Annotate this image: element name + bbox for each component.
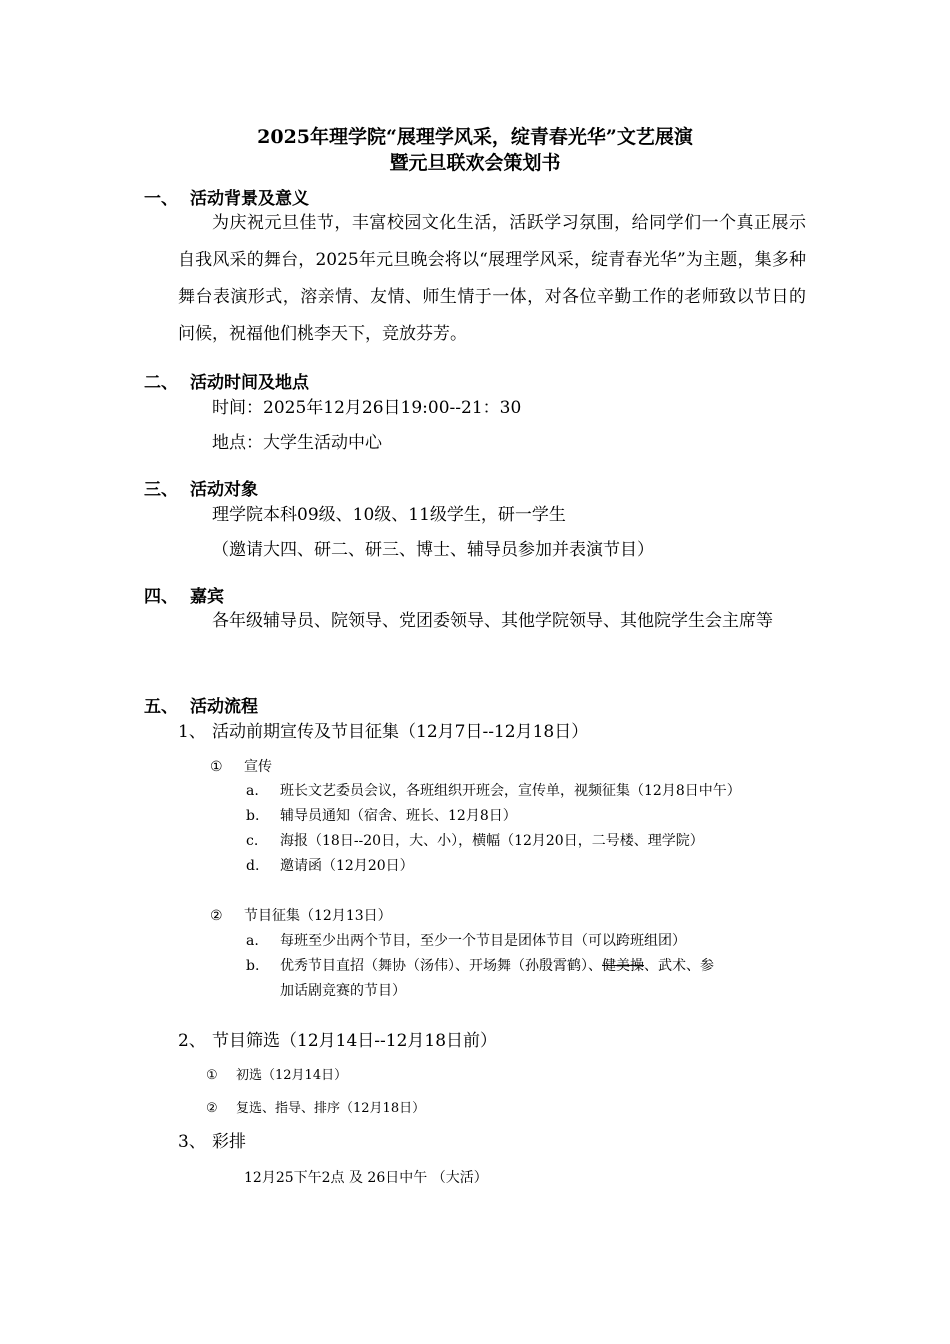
- list-item-text-tail: 、武术、参: [644, 958, 714, 974]
- step-1: [178, 721, 588, 743]
- step-1-sub-1: [210, 757, 272, 777]
- step-1-text: 活动前期宣传及节目征集（12月7日--12月18日）: [212, 722, 589, 742]
- step-3-number: 3、: [178, 1132, 206, 1152]
- section-3-number: 三、: [144, 480, 178, 500]
- list-item-text: 海报（18日--20日，大、小），横幅（12月20日，二号楼、理学院）: [280, 833, 704, 849]
- list-item: [246, 806, 517, 826]
- list-item: [246, 831, 704, 851]
- event-time: 时间：2025年12月26日19:00--21：30: [212, 398, 522, 418]
- list-item-text: 邀请函（12月20日）: [280, 858, 414, 874]
- section-2-title: 活动时间及地点: [190, 373, 309, 393]
- section-2-number: 二、: [144, 373, 178, 393]
- list-item-text: 优秀节目直招（舞协（汤伟）、开场舞（孙殷霄鹤）、: [280, 958, 602, 974]
- list-item-marker: b.: [246, 808, 260, 824]
- list-item-marker: a.: [246, 783, 259, 799]
- list-item-text: 班长文艺委员会议，各班组织开班会，宣传单，视频征集（12月8日中午）: [280, 783, 741, 799]
- section-3-title: 活动对象: [190, 480, 258, 500]
- step-3-text: 彩排: [212, 1132, 246, 1152]
- section-1-body: 为庆祝元旦佳节，丰富校园文化生活，活跃学习氛围，给同学们一个真正展示自我风采的舞台，2025年元旦晚会将以“展理学风采，绽青春光华”为主题，集多种舞台表演形式，溶亲情、友情、师生情于一体，对各位辛勤工作的老师致以节日的问候，祝福他们桃李天下，竞放芬芳。: [178, 213, 806, 344]
- section-3-heading: [144, 479, 258, 501]
- step-2-sub-2-text: 复选、指导、排序（12月18日）: [236, 1101, 426, 1116]
- section-1-title: 活动背景及意义: [190, 189, 309, 209]
- section-4-body: 各年级辅导员、院领导、党团委领导、其他学院领导、其他院学生会主席等: [212, 611, 773, 631]
- step-1-sub-1-marker: ①: [210, 759, 223, 775]
- section-5-heading: [144, 696, 258, 718]
- step-2: [178, 1030, 497, 1052]
- step-2-sub-1: [206, 1067, 347, 1085]
- step-3: [178, 1131, 246, 1153]
- step-2-number: 2、: [178, 1031, 206, 1051]
- step-2-text: 节目筛选（12月14日--12月18日前）: [212, 1031, 498, 1051]
- step-2-sub-2-marker: ②: [206, 1101, 218, 1116]
- step-1-sub-2-text: 节目征集（12月13日）: [244, 908, 392, 924]
- list-item-text: 辅导员通知（宿舍、班长、12月8日）: [280, 808, 517, 824]
- list-item: [246, 931, 686, 951]
- list-item-text: 每班至少出两个节目，至少一个节目是团体节目（可以跨班组团）: [280, 933, 686, 949]
- list-item-marker: b.: [246, 958, 260, 974]
- step-1-number: 1、: [178, 722, 206, 742]
- list-item: [246, 956, 714, 976]
- step-1-sub-1-text: 宣传: [244, 759, 272, 775]
- list-item: [246, 781, 741, 801]
- event-place: 地点：大学生活动中心: [212, 433, 382, 453]
- audience-line-2: （邀请大四、研二、研三、博士、辅导员参加并表演节目）: [212, 540, 654, 560]
- struck-text: 健美操: [602, 958, 644, 974]
- step-3-detail: 12月25下午2点 及 26日中午 （大活）: [244, 1170, 488, 1186]
- section-5-number: 五、: [144, 697, 178, 717]
- document-title-line2: 暨元旦联欢会策划书: [389, 152, 561, 174]
- list-item-marker: c.: [246, 833, 259, 849]
- list-item-continuation: 加话剧竞赛的节目）: [280, 983, 406, 999]
- step-2-sub-2: [206, 1100, 425, 1118]
- section-4-number: 四、: [144, 587, 178, 607]
- audience-line-1: 理学院本科09级、10级、11级学生，研一学生: [212, 505, 566, 525]
- document-title-line1: 2025年理学院“展理学风采，绽青春光华”文艺展演: [257, 126, 693, 148]
- step-1-sub-2: [210, 906, 392, 926]
- step-2-sub-1-text: 初选（12月14日）: [236, 1068, 348, 1083]
- section-5-title: 活动流程: [190, 697, 258, 717]
- section-4-title: 嘉宾: [190, 587, 224, 607]
- section-2-heading: [144, 372, 309, 394]
- list-item: [246, 856, 414, 876]
- step-2-sub-1-marker: ①: [206, 1068, 218, 1083]
- step-1-sub-2-marker: ②: [210, 908, 223, 924]
- list-item-marker: d.: [246, 858, 260, 874]
- list-item-marker: a.: [246, 933, 259, 949]
- section-1-number: 一、: [144, 189, 178, 209]
